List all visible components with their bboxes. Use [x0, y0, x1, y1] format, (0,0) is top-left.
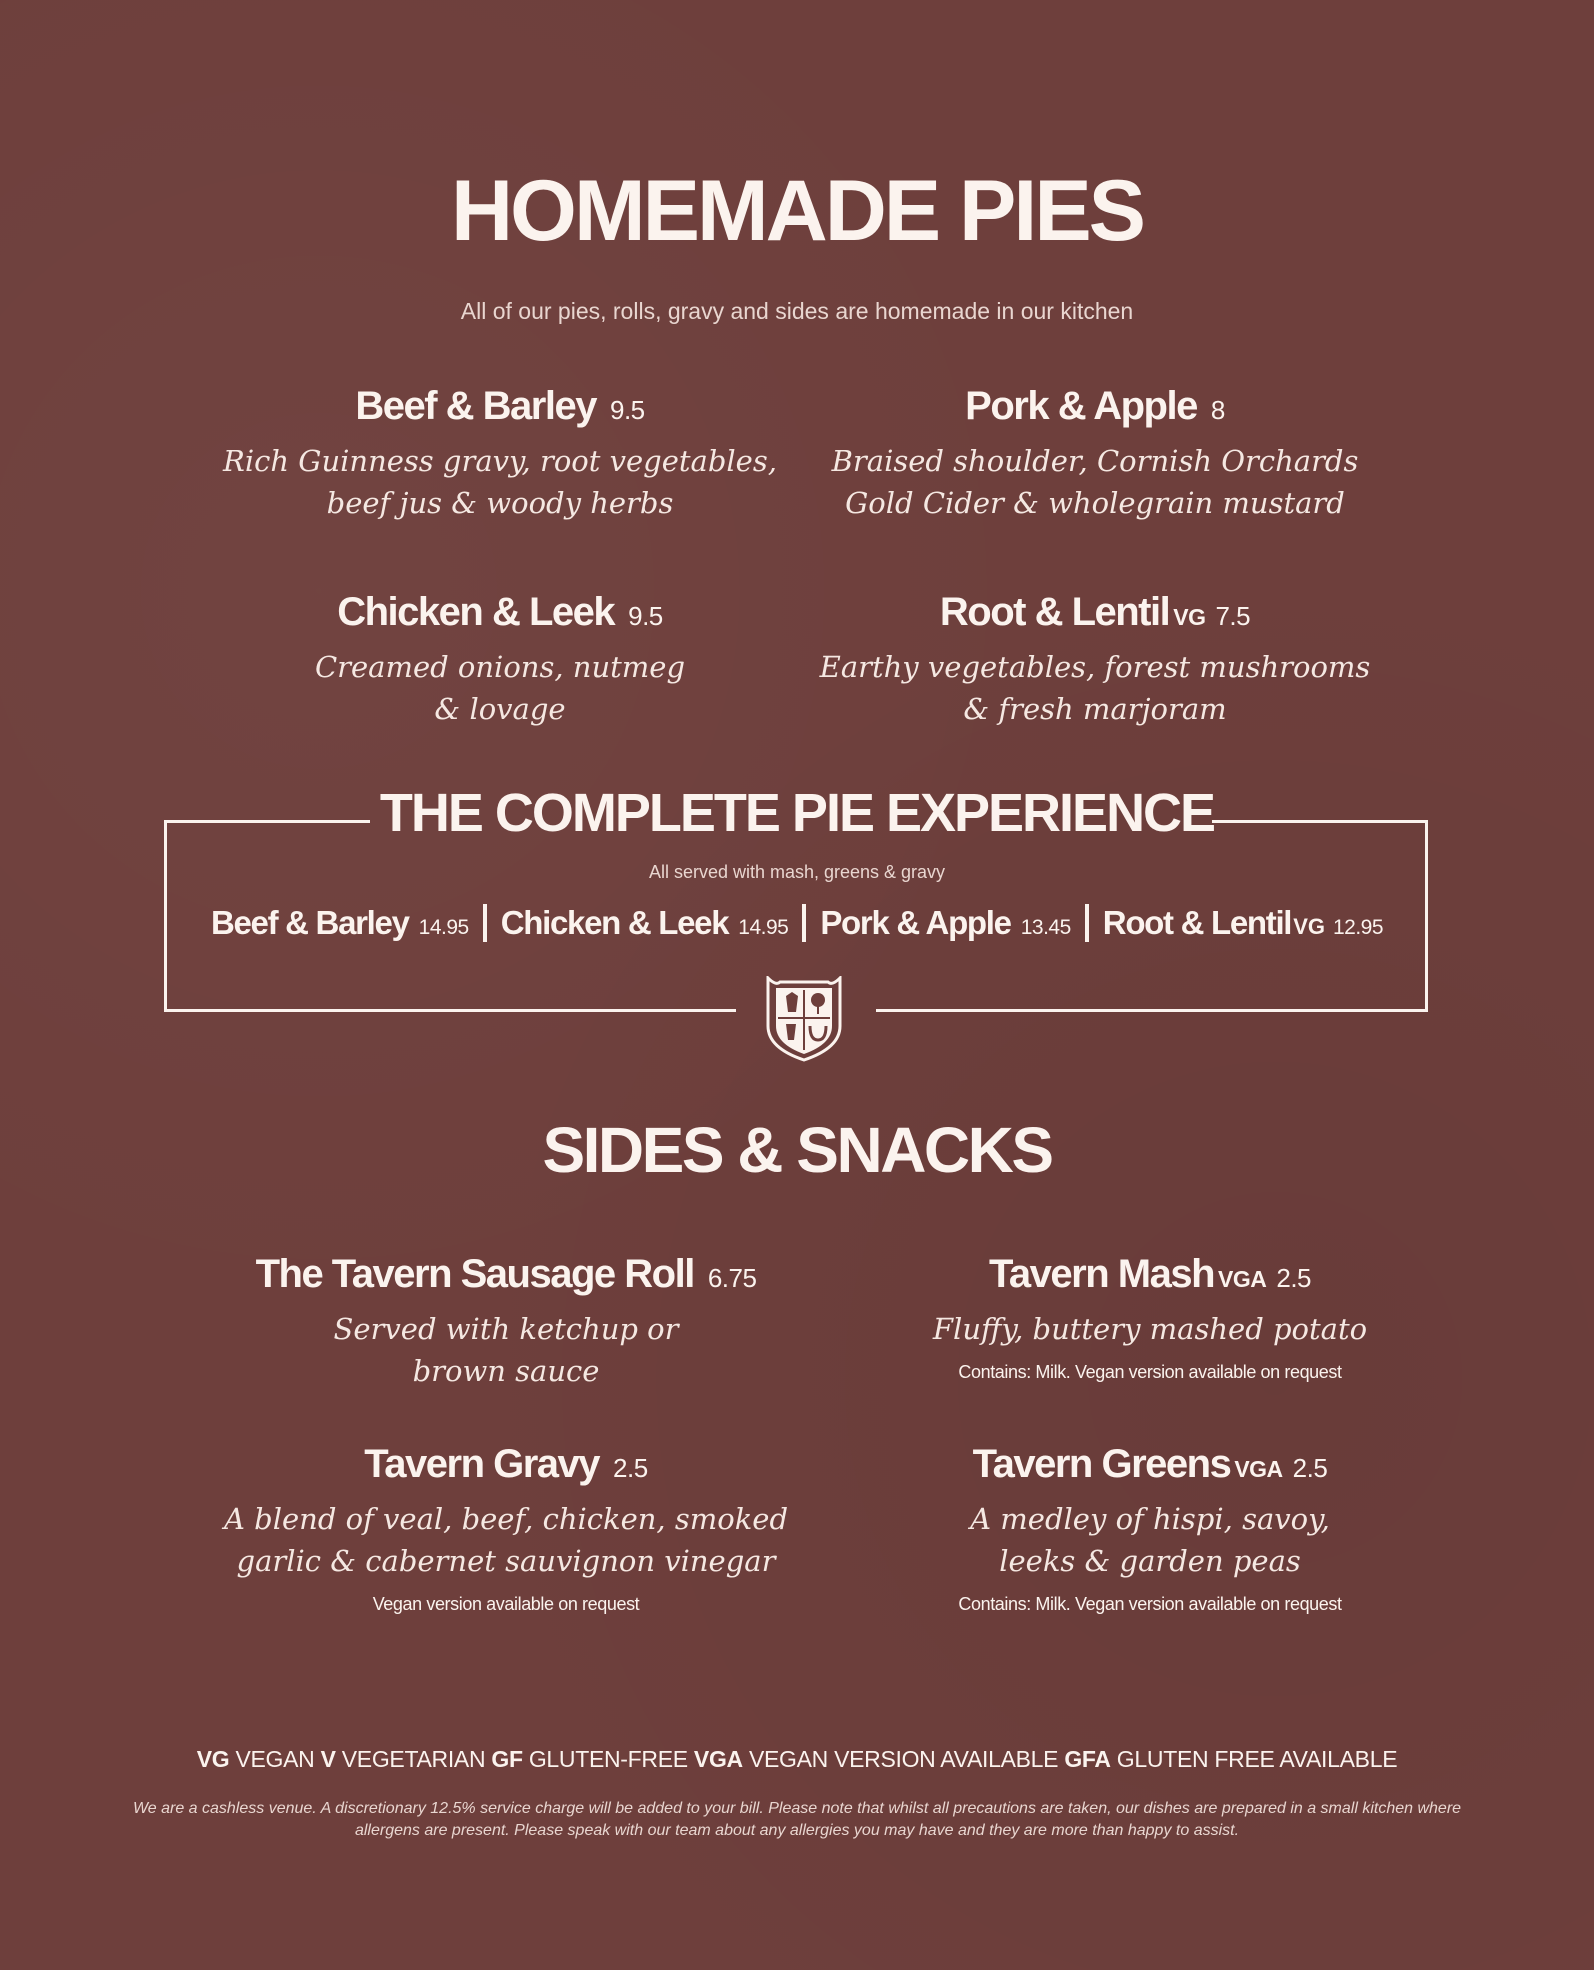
item-name: Tavern Greens [972, 1442, 1231, 1486]
legend-code: GFA [1064, 1746, 1111, 1772]
item-description: Rich Guinness gravy, root vegetables, beef jus & woody herbs [223, 444, 777, 520]
item-price: 6.75 [707, 1263, 757, 1293]
item-name: Root & Lentil [1102, 904, 1292, 941]
item-price: 2.5 [1292, 1453, 1328, 1483]
legend-label: GLUTEN-FREE [528, 1746, 688, 1772]
pie-experience-title: THE COMPLETE PIE EXPERIENCE [379, 783, 1215, 843]
experience-item [210, 904, 469, 941]
item-name: Beef & Barley [355, 384, 596, 428]
item-name: The Tavern Sausage Roll [255, 1252, 694, 1296]
experience-item [500, 904, 789, 941]
item-name: Pork & Apple [965, 384, 1197, 428]
diet-badge: VG [1293, 914, 1325, 939]
item-description: Served with ketchup or brown sauce [333, 1312, 679, 1388]
menu-item-pork-apple [765, 386, 1425, 524]
menu-item-sausage-roll [176, 1254, 836, 1404]
experience-item [1102, 904, 1384, 941]
item-name: Chicken & Leek [500, 904, 729, 941]
item-description: Fluffy, buttery mashed potato [932, 1312, 1368, 1346]
menu-item-tavern-mash [820, 1254, 1480, 1383]
crest-logo [764, 976, 844, 1062]
item-price: 7.5 [1215, 601, 1251, 631]
item-name: Chicken & Leek [337, 590, 615, 634]
legend-code: V [320, 1746, 336, 1772]
page-subtitle: All of our pies, rolls, gravy and sides are homemade in our kitchen [460, 298, 1134, 324]
pie-experience-subtitle: All served with mash, greens & gravy [648, 862, 946, 882]
diet-badge: VG [1173, 604, 1206, 630]
separator [1085, 904, 1089, 942]
sides-title: SIDES & SNACKS [542, 1114, 1052, 1186]
item-name: Pork & Apple [820, 904, 1011, 941]
item-price: 13.45 [1020, 916, 1071, 939]
item-description: Earthy vegetables, forest mushrooms & fresh marjoram [819, 650, 1371, 726]
item-price: 14.95 [738, 916, 789, 939]
item-note: Vegan version available on request [372, 1594, 640, 1614]
legend-label: VEGETARIAN [341, 1746, 486, 1772]
item-price: 14.95 [418, 916, 469, 939]
item-description: Creamed onions, nutmeg & lovage [314, 650, 686, 726]
disclaimer-text: We are a cashless venue. A discretionary 12.5% service charge will be added to your bill. Please note that whilst all precautions are taken, our dishes are prepared in a small kitchen where allergens are present. Please speak with our team about any allergies you may have and they are more than happy to assist. [132, 1800, 1462, 1839]
page-title: HOMEMADE PIES [450, 163, 1144, 259]
menu-item-root-lentil [765, 592, 1425, 730]
menu-item-beef-barley [170, 386, 830, 524]
item-name: Beef & Barley [210, 904, 409, 941]
diet-badge: VGA [1234, 1456, 1283, 1482]
item-note: Contains: Milk. Vegan version available on request [958, 1362, 1342, 1382]
item-price: 12.95 [1332, 916, 1384, 939]
separator [483, 904, 487, 942]
item-name: Tavern Mash [988, 1252, 1215, 1296]
legend-code: VG [196, 1746, 230, 1772]
menu-item-tavern-gravy [176, 1444, 836, 1615]
item-price: 9.5 [628, 601, 663, 631]
menu-item-tavern-greens [820, 1444, 1480, 1615]
menu-item-chicken-leek [170, 592, 830, 730]
legend-code: GF [491, 1746, 523, 1772]
legend-label: GLUTEN FREE AVAILABLE [1116, 1746, 1398, 1772]
item-price: 8 [1210, 395, 1225, 425]
item-price: 2.5 [613, 1453, 648, 1483]
item-description: Braised shoulder, Cornish Orchards Gold Cider & wholegrain mustard [831, 444, 1359, 520]
experience-item [820, 904, 1071, 941]
legend-code: VGA [693, 1746, 743, 1772]
item-description: A blend of veal, beef, chicken, smoked garlic & cabernet sauvignon vinegar [223, 1502, 789, 1578]
item-price: 2.5 [1276, 1263, 1312, 1293]
legend-label: VEGAN VERSION AVAILABLE [748, 1746, 1059, 1772]
separator [802, 904, 806, 942]
item-price: 9.5 [609, 395, 645, 425]
frame-bottom-right-line [876, 1009, 1428, 1012]
pie-experience-list [0, 904, 1594, 942]
item-name: Tavern Gravy [364, 1442, 600, 1486]
item-name: Root & Lentil [939, 590, 1170, 634]
diet-badge: VGA [1218, 1266, 1267, 1292]
frame-bottom-left-line [164, 1009, 736, 1012]
item-note: Contains: Milk. Vegan version available on request [958, 1594, 1342, 1614]
legend-label: VEGAN [235, 1746, 315, 1772]
item-description: A medley of hispi, savoy, leeks & garden peas [970, 1502, 1330, 1578]
dietary-legend [0, 1746, 1594, 1773]
